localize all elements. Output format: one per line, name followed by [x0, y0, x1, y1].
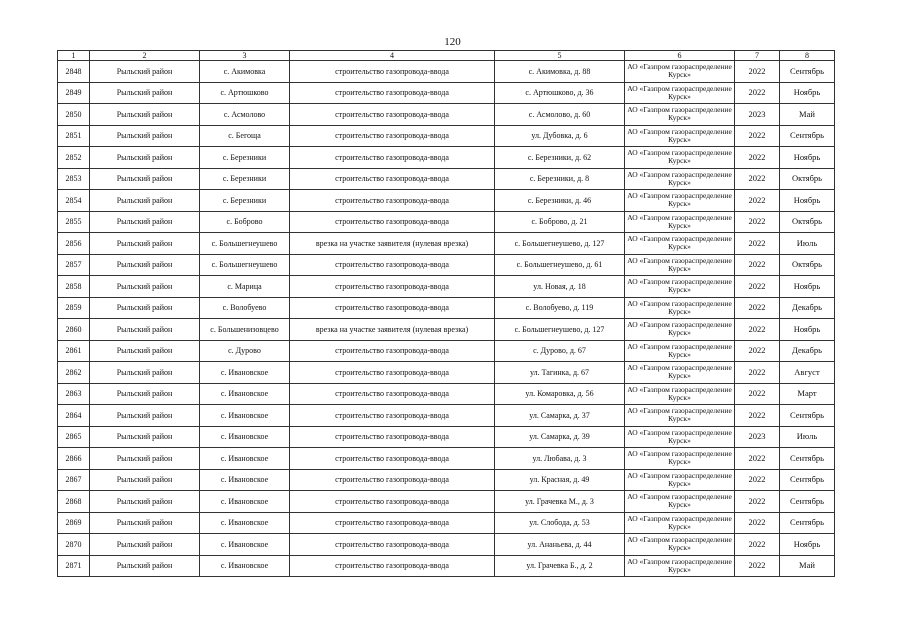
- row-number-cell: 2848: [58, 61, 90, 83]
- work-type-cell: строительство газопровода-ввода: [290, 383, 495, 405]
- organization-cell: АО «Газпром газораспределение Курск»: [625, 405, 735, 427]
- table-row: [58, 168, 835, 190]
- district-cell: Рыльский район: [90, 297, 200, 319]
- address-cell: с. Большегнеушево, д. 61: [495, 254, 625, 276]
- district-cell: Рыльский район: [90, 254, 200, 276]
- district-cell: Рыльский район: [90, 362, 200, 384]
- table-row: [58, 469, 835, 491]
- year-cell: 2022: [735, 448, 780, 470]
- address-cell: ул. Ананьева, д. 44: [495, 534, 625, 556]
- district-cell: Рыльский район: [90, 190, 200, 212]
- year-cell: 2023: [735, 104, 780, 126]
- work-type-cell: строительство газопровода-ввода: [290, 534, 495, 556]
- district-cell: Рыльский район: [90, 340, 200, 362]
- work-type-cell: врезка на участке заявителя (нулевая врезка): [290, 233, 495, 255]
- district-cell: Рыльский район: [90, 534, 200, 556]
- organization-cell: АО «Газпром газораспределение Курск»: [625, 168, 735, 190]
- settlement-cell: с. Березники: [200, 190, 290, 212]
- gas-connection-table: [57, 50, 835, 577]
- district-cell: Рыльский район: [90, 147, 200, 169]
- district-cell: Рыльский район: [90, 491, 200, 513]
- settlement-cell: с. Бегоща: [200, 125, 290, 147]
- work-type-cell: строительство газопровода-ввода: [290, 190, 495, 212]
- month-cell: Июль: [780, 426, 835, 448]
- year-cell: 2022: [735, 469, 780, 491]
- month-cell: Сентябрь: [780, 469, 835, 491]
- year-cell: 2022: [735, 254, 780, 276]
- address-cell: с. Большегнеушево, д. 127: [495, 319, 625, 341]
- table-row: [58, 362, 835, 384]
- settlement-cell: с. Ивановское: [200, 555, 290, 577]
- row-number-cell: 2853: [58, 168, 90, 190]
- organization-cell: АО «Газпром газораспределение Курск»: [625, 469, 735, 491]
- table-row: [58, 340, 835, 362]
- work-type-cell: строительство газопровода-ввода: [290, 362, 495, 384]
- district-cell: Рыльский район: [90, 405, 200, 427]
- organization-cell: АО «Газпром газораспределение Курск»: [625, 512, 735, 534]
- month-cell: Ноябрь: [780, 147, 835, 169]
- district-cell: Рыльский район: [90, 319, 200, 341]
- settlement-cell: с. Большенизовцево: [200, 319, 290, 341]
- year-cell: 2022: [735, 82, 780, 104]
- table-row: [58, 125, 835, 147]
- district-cell: Рыльский район: [90, 61, 200, 83]
- month-cell: Сентябрь: [780, 491, 835, 513]
- row-number-cell: 2858: [58, 276, 90, 298]
- work-type-cell: строительство газопровода-ввода: [290, 168, 495, 190]
- settlement-cell: с. Большегнеушево: [200, 254, 290, 276]
- year-cell: 2022: [735, 534, 780, 556]
- settlement-cell: с. Артюшково: [200, 82, 290, 104]
- settlement-cell: с. Ивановское: [200, 405, 290, 427]
- table-row: [58, 190, 835, 212]
- row-number-cell: 2859: [58, 297, 90, 319]
- year-cell: 2022: [735, 512, 780, 534]
- table-row: [58, 426, 835, 448]
- organization-cell: АО «Газпром газораспределение Курск»: [625, 211, 735, 233]
- table-row: [58, 82, 835, 104]
- year-cell: 2022: [735, 491, 780, 513]
- address-cell: с. Дурово, д. 67: [495, 340, 625, 362]
- row-number-cell: 2867: [58, 469, 90, 491]
- work-type-cell: строительство газопровода-ввода: [290, 104, 495, 126]
- month-cell: Ноябрь: [780, 319, 835, 341]
- row-number-cell: 2870: [58, 534, 90, 556]
- year-cell: 2022: [735, 125, 780, 147]
- settlement-cell: с. Асмолово: [200, 104, 290, 126]
- district-cell: Рыльский район: [90, 555, 200, 577]
- row-number-cell: 2851: [58, 125, 90, 147]
- year-cell: 2022: [735, 362, 780, 384]
- work-type-cell: строительство газопровода-ввода: [290, 512, 495, 534]
- work-type-cell: строительство газопровода-ввода: [290, 469, 495, 491]
- address-cell: с. Артюшково, д. 36: [495, 82, 625, 104]
- address-cell: с. Акимовка, д. 88: [495, 61, 625, 83]
- row-number-cell: 2856: [58, 233, 90, 255]
- organization-cell: АО «Газпром газораспределение Курск»: [625, 448, 735, 470]
- work-type-cell: строительство газопровода-ввода: [290, 555, 495, 577]
- organization-cell: АО «Газпром газораспределение Курск»: [625, 147, 735, 169]
- month-cell: Декабрь: [780, 297, 835, 319]
- month-cell: Декабрь: [780, 340, 835, 362]
- organization-cell: АО «Газпром газораспределение Курск»: [625, 534, 735, 556]
- work-type-cell: строительство газопровода-ввода: [290, 405, 495, 427]
- address-cell: ул. Любава, д. 3: [495, 448, 625, 470]
- address-cell: с. Большегнеушево, д. 127: [495, 233, 625, 255]
- settlement-cell: с. Ивановское: [200, 534, 290, 556]
- settlement-cell: с. Ивановское: [200, 426, 290, 448]
- row-number-cell: 2860: [58, 319, 90, 341]
- settlement-cell: с. Большегнеушево: [200, 233, 290, 255]
- district-cell: Рыльский район: [90, 168, 200, 190]
- table-row: [58, 297, 835, 319]
- settlement-cell: с. Волобуево: [200, 297, 290, 319]
- organization-cell: АО «Газпром газораспределение Курск»: [625, 297, 735, 319]
- month-cell: Май: [780, 104, 835, 126]
- settlement-cell: с. Акимовка: [200, 61, 290, 83]
- organization-cell: АО «Газпром газораспределение Курск»: [625, 61, 735, 83]
- address-cell: с. Березники, д. 46: [495, 190, 625, 212]
- work-type-cell: строительство газопровода-ввода: [290, 125, 495, 147]
- settlement-cell: с. Березники: [200, 168, 290, 190]
- row-number-cell: 2855: [58, 211, 90, 233]
- settlement-cell: с. Березники: [200, 147, 290, 169]
- district-cell: Рыльский район: [90, 211, 200, 233]
- table-row: [58, 534, 835, 556]
- district-cell: Рыльский район: [90, 125, 200, 147]
- address-cell: с. Березники, д. 8: [495, 168, 625, 190]
- address-cell: с. Волобуево, д. 119: [495, 297, 625, 319]
- row-number-cell: 2864: [58, 405, 90, 427]
- year-cell: 2022: [735, 319, 780, 341]
- district-cell: Рыльский район: [90, 104, 200, 126]
- month-cell: Сентябрь: [780, 448, 835, 470]
- row-number-cell: 2857: [58, 254, 90, 276]
- year-cell: 2022: [735, 147, 780, 169]
- month-cell: Ноябрь: [780, 276, 835, 298]
- address-cell: ул. Грачевка М., д. 3: [495, 491, 625, 513]
- district-cell: Рыльский район: [90, 383, 200, 405]
- month-cell: Ноябрь: [780, 82, 835, 104]
- month-cell: Июль: [780, 233, 835, 255]
- page-number: 120: [444, 36, 461, 48]
- settlement-cell: с. Марица: [200, 276, 290, 298]
- address-cell: ул. Комаровка, д. 56: [495, 383, 625, 405]
- address-cell: с. Березники, д. 62: [495, 147, 625, 169]
- work-type-cell: строительство газопровода-ввода: [290, 254, 495, 276]
- row-number-cell: 2866: [58, 448, 90, 470]
- address-cell: ул. Тагинка, д. 67: [495, 362, 625, 384]
- year-cell: 2022: [735, 233, 780, 255]
- district-cell: Рыльский район: [90, 448, 200, 470]
- address-cell: ул. Слобода, д. 53: [495, 512, 625, 534]
- organization-cell: АО «Газпром газораспределение Курск»: [625, 491, 735, 513]
- organization-cell: АО «Газпром газораспределение Курск»: [625, 82, 735, 104]
- table-row: [58, 211, 835, 233]
- work-type-cell: строительство газопровода-ввода: [290, 61, 495, 83]
- work-type-cell: строительство газопровода-ввода: [290, 297, 495, 319]
- table-row: [58, 254, 835, 276]
- organization-cell: АО «Газпром газораспределение Курск»: [625, 276, 735, 298]
- settlement-cell: с. Дурово: [200, 340, 290, 362]
- year-cell: 2023: [735, 426, 780, 448]
- month-cell: Сентябрь: [780, 405, 835, 427]
- column-header: 4: [290, 51, 495, 61]
- month-cell: Ноябрь: [780, 534, 835, 556]
- month-cell: Сентябрь: [780, 512, 835, 534]
- month-cell: Октябрь: [780, 168, 835, 190]
- column-header: 2: [90, 51, 200, 61]
- work-type-cell: строительство газопровода-ввода: [290, 491, 495, 513]
- settlement-cell: с. Ивановское: [200, 469, 290, 491]
- month-cell: Сентябрь: [780, 61, 835, 83]
- month-cell: Август: [780, 362, 835, 384]
- address-cell: ул. Красная, д. 49: [495, 469, 625, 491]
- column-header: 3: [200, 51, 290, 61]
- organization-cell: АО «Газпром газораспределение Курск»: [625, 104, 735, 126]
- row-number-cell: 2854: [58, 190, 90, 212]
- year-cell: 2022: [735, 383, 780, 405]
- month-cell: Октябрь: [780, 211, 835, 233]
- row-number-cell: 2852: [58, 147, 90, 169]
- table-row: [58, 104, 835, 126]
- organization-cell: АО «Газпром газораспределение Курск»: [625, 254, 735, 276]
- row-number-cell: 2850: [58, 104, 90, 126]
- month-cell: Ноябрь: [780, 190, 835, 212]
- address-cell: с. Боброво, д. 21: [495, 211, 625, 233]
- table-row: [58, 319, 835, 341]
- settlement-cell: с. Ивановское: [200, 512, 290, 534]
- address-cell: ул. Грачевка Б., д. 2: [495, 555, 625, 577]
- settlement-cell: с. Ивановское: [200, 448, 290, 470]
- year-cell: 2022: [735, 297, 780, 319]
- address-cell: ул. Дубовка, д. 6: [495, 125, 625, 147]
- table-row: [58, 61, 835, 83]
- column-header: 5: [495, 51, 625, 61]
- column-number-row: [58, 51, 835, 61]
- district-cell: Рыльский район: [90, 233, 200, 255]
- row-number-cell: 2868: [58, 491, 90, 513]
- row-number-cell: 2871: [58, 555, 90, 577]
- row-number-cell: 2865: [58, 426, 90, 448]
- row-number-cell: 2862: [58, 362, 90, 384]
- year-cell: 2022: [735, 405, 780, 427]
- year-cell: 2022: [735, 340, 780, 362]
- year-cell: 2022: [735, 61, 780, 83]
- column-header: 6: [625, 51, 735, 61]
- table-row: [58, 448, 835, 470]
- row-number-cell: 2861: [58, 340, 90, 362]
- organization-cell: АО «Газпром газораспределение Курск»: [625, 555, 735, 577]
- row-number-cell: 2849: [58, 82, 90, 104]
- month-cell: Сентябрь: [780, 125, 835, 147]
- settlement-cell: с. Ивановское: [200, 383, 290, 405]
- organization-cell: АО «Газпром газораспределение Курск»: [625, 362, 735, 384]
- district-cell: Рыльский район: [90, 469, 200, 491]
- settlement-cell: с. Ивановское: [200, 491, 290, 513]
- address-cell: ул. Самарка, д. 37: [495, 405, 625, 427]
- table-row: [58, 276, 835, 298]
- organization-cell: АО «Газпром газораспределение Курск»: [625, 383, 735, 405]
- column-header: 1: [58, 51, 90, 61]
- table-row: [58, 405, 835, 427]
- work-type-cell: строительство газопровода-ввода: [290, 276, 495, 298]
- work-type-cell: строительство газопровода-ввода: [290, 448, 495, 470]
- month-cell: Март: [780, 383, 835, 405]
- column-header: 8: [780, 51, 835, 61]
- organization-cell: АО «Газпром газораспределение Курск»: [625, 190, 735, 212]
- year-cell: 2022: [735, 555, 780, 577]
- settlement-cell: с. Боброво: [200, 211, 290, 233]
- table-row: [58, 491, 835, 513]
- month-cell: Май: [780, 555, 835, 577]
- work-type-cell: врезка на участке заявителя (нулевая врезка): [290, 319, 495, 341]
- organization-cell: АО «Газпром газораспределение Курск»: [625, 426, 735, 448]
- work-type-cell: строительство газопровода-ввода: [290, 147, 495, 169]
- table-row: [58, 555, 835, 577]
- organization-cell: АО «Газпром газораспределение Курск»: [625, 125, 735, 147]
- work-type-cell: строительство газопровода-ввода: [290, 82, 495, 104]
- address-cell: ул. Самарка, д. 39: [495, 426, 625, 448]
- organization-cell: АО «Газпром газораспределение Курск»: [625, 319, 735, 341]
- organization-cell: АО «Газпром газораспределение Курск»: [625, 340, 735, 362]
- column-header: 7: [735, 51, 780, 61]
- work-type-cell: строительство газопровода-ввода: [290, 340, 495, 362]
- organization-cell: АО «Газпром газораспределение Курск»: [625, 233, 735, 255]
- table-body: [58, 61, 835, 577]
- district-cell: Рыльский район: [90, 82, 200, 104]
- year-cell: 2022: [735, 276, 780, 298]
- table-row: [58, 147, 835, 169]
- settlement-cell: с. Ивановское: [200, 362, 290, 384]
- table-row: [58, 233, 835, 255]
- year-cell: 2022: [735, 211, 780, 233]
- month-cell: Октябрь: [780, 254, 835, 276]
- district-cell: Рыльский район: [90, 426, 200, 448]
- district-cell: Рыльский район: [90, 276, 200, 298]
- work-type-cell: строительство газопровода-ввода: [290, 211, 495, 233]
- work-type-cell: строительство газопровода-ввода: [290, 426, 495, 448]
- address-cell: с. Асмолово, д. 60: [495, 104, 625, 126]
- table-row: [58, 383, 835, 405]
- table-row: [58, 512, 835, 534]
- year-cell: 2022: [735, 168, 780, 190]
- row-number-cell: 2869: [58, 512, 90, 534]
- row-number-cell: 2863: [58, 383, 90, 405]
- district-cell: Рыльский район: [90, 512, 200, 534]
- year-cell: 2022: [735, 190, 780, 212]
- address-cell: ул. Новая, д. 18: [495, 276, 625, 298]
